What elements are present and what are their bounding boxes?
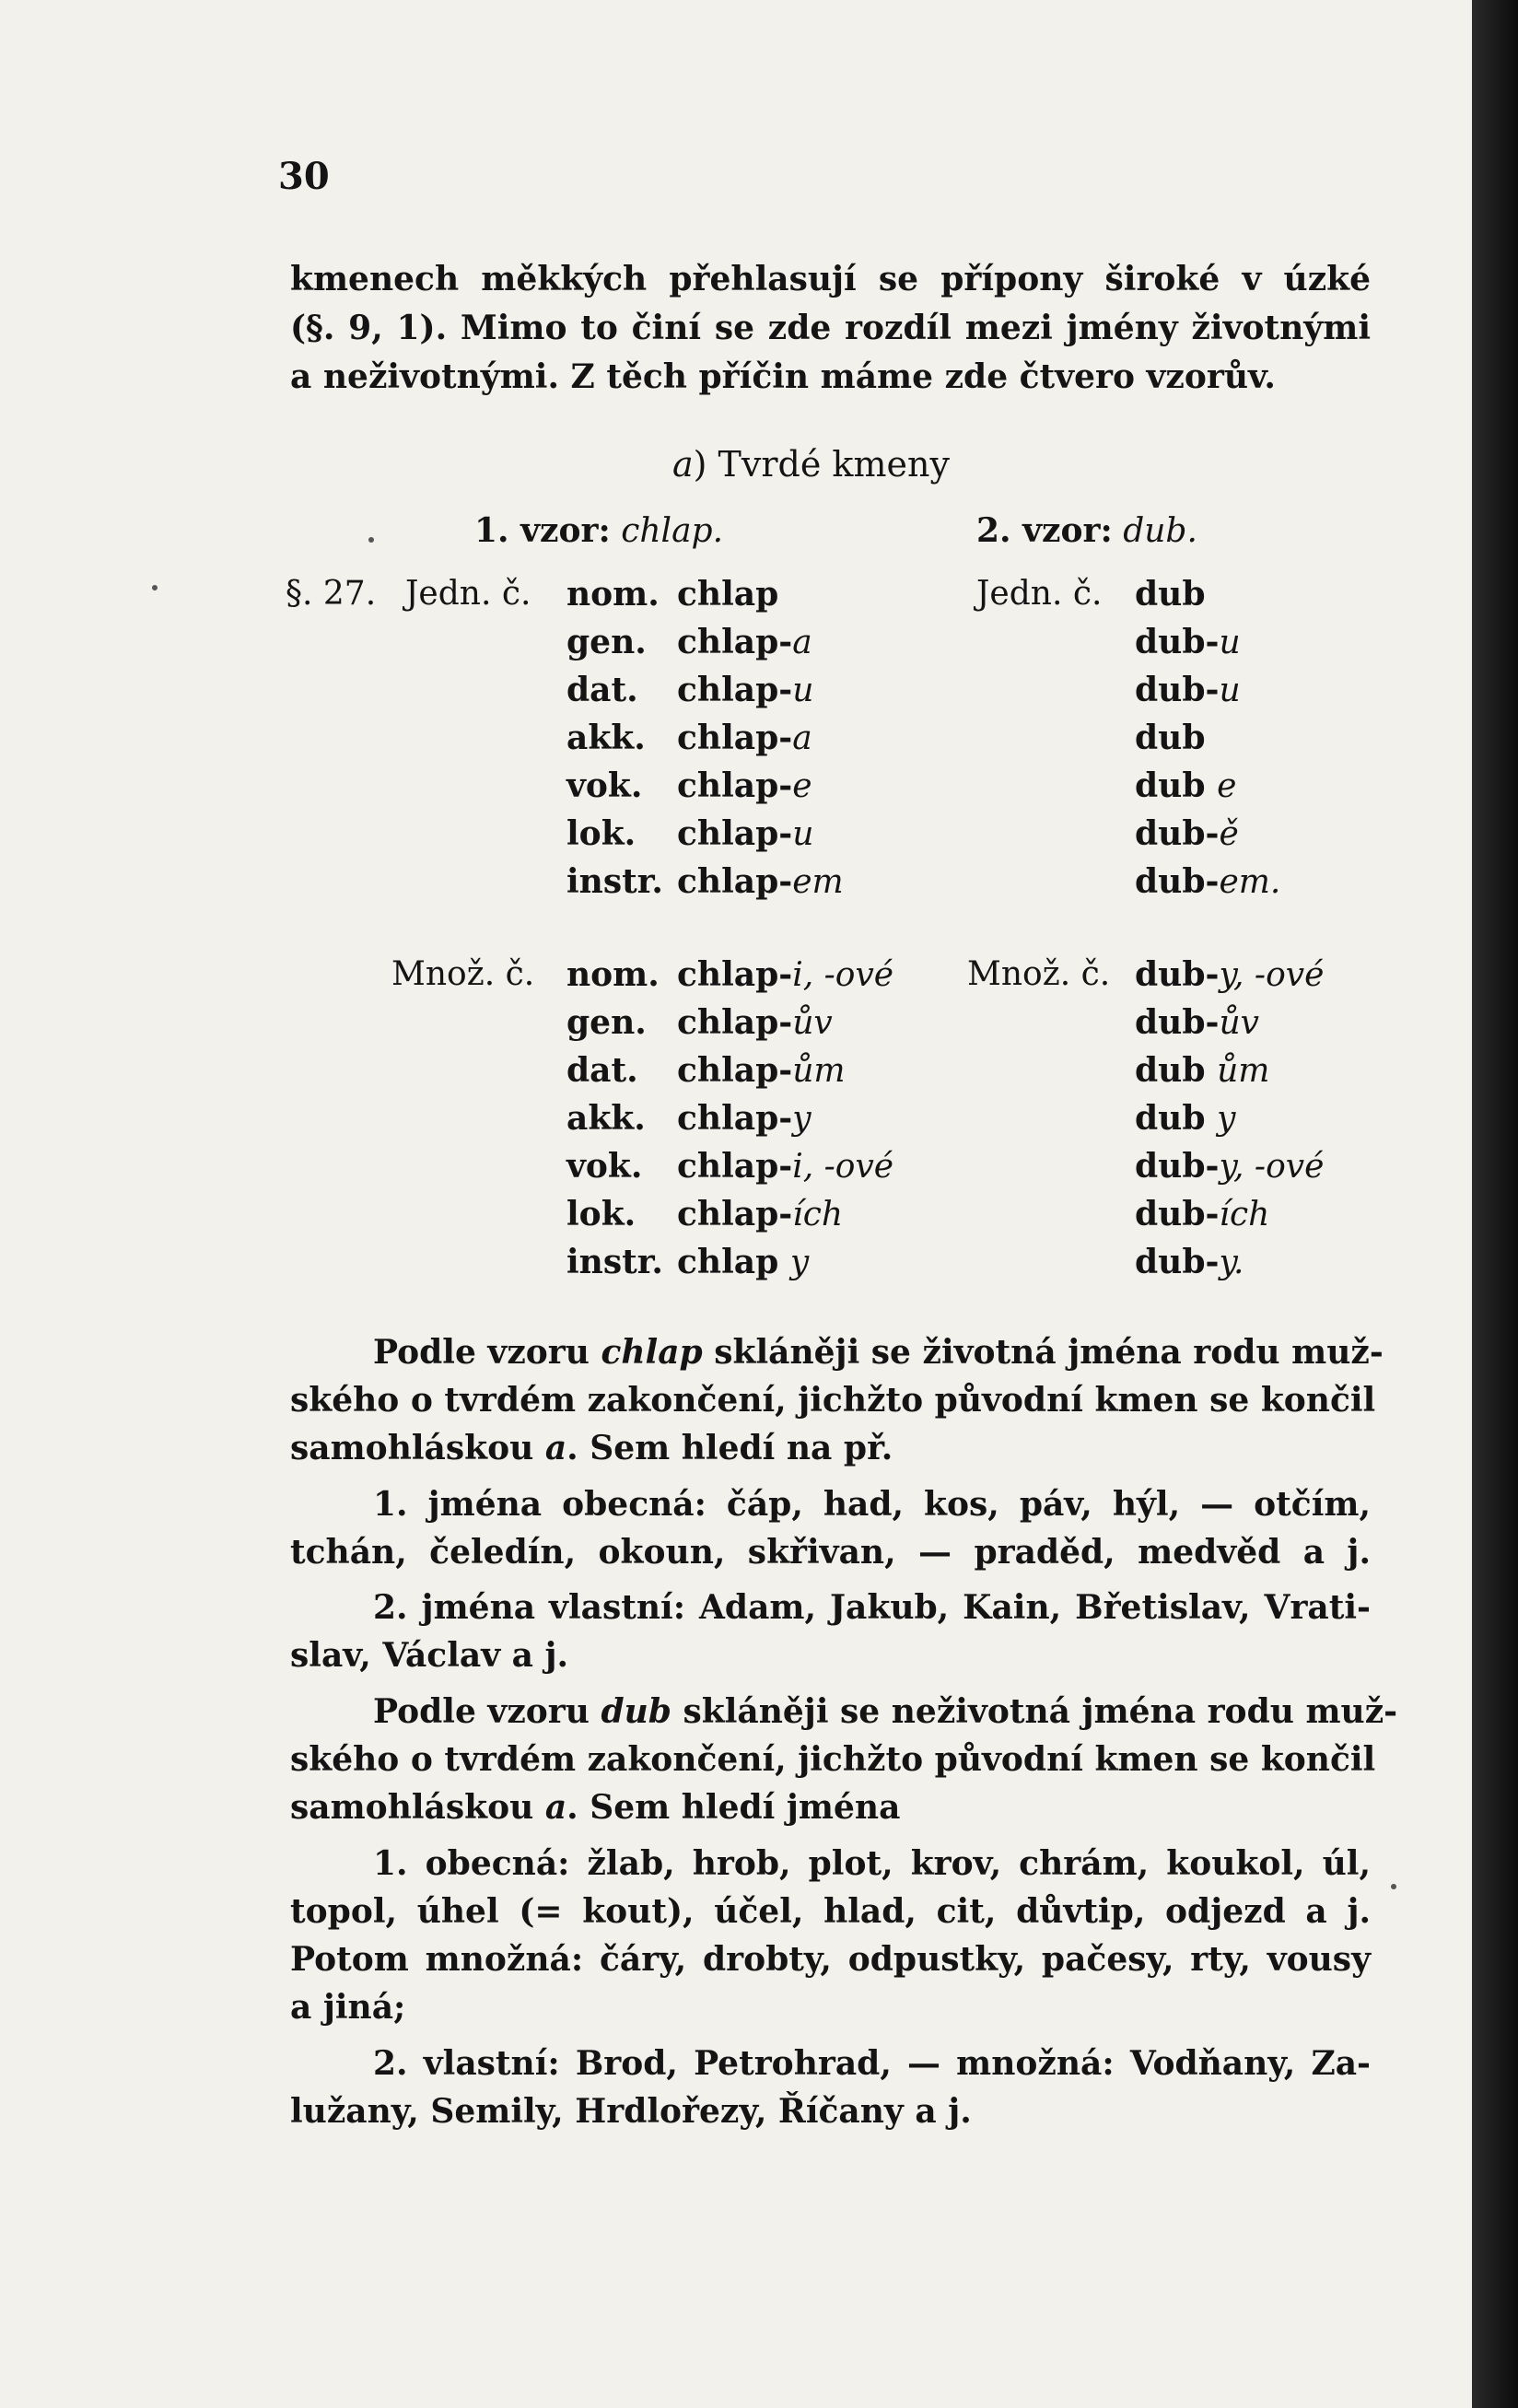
section-mark: §. 27. — [286, 575, 377, 613]
plural-dub-form: dub y — [1135, 1099, 1236, 1138]
singular-case-akk: akk. — [566, 719, 646, 757]
para1-line-2: ského o tvrdém zakončení, jichžto původní kmen se končil — [290, 1381, 1376, 1420]
list1-line-3: 2. jména vlastní: Adam, Jakub, Kain, Břetislav, Vrati- — [373, 1588, 1371, 1627]
plural-label-dub: Množ. č. — [967, 955, 1111, 993]
intro-line-2: (§. 9, 1). Mimo to činí se zde rozdíl mezi jmény životnými — [290, 309, 1371, 347]
singular-case-lok: lok. — [566, 814, 636, 853]
singular-label-dub: Jedn. č. — [976, 575, 1103, 613]
intro-line-1: kmenech měkkých přehlasují se přípony široké v úzké — [290, 260, 1371, 298]
singular-dub-form: dub — [1135, 719, 1206, 757]
print-speck — [1391, 1884, 1396, 1889]
para2-line-2: ského o tvrdém zakončení, jichžto původní kmen se končil — [290, 1740, 1376, 1779]
singular-chlap-form: chlap-u — [677, 814, 814, 853]
list2-line-6: lužany, Semily, Hrdlořezy, Říčany a j. — [290, 2092, 972, 2131]
print-speck — [368, 537, 374, 543]
singular-chlap-form: chlap-em — [677, 862, 844, 901]
plural-chlap-form: chlap-ům — [677, 1051, 846, 1090]
singular-chlap-form: chlap-a — [677, 719, 812, 757]
para2-line-3: samohláskou a. Sem hledí jména — [290, 1788, 901, 1827]
plural-label-chlap: Množ. č. — [391, 955, 535, 993]
plural-case-akk: akk. — [566, 1099, 646, 1138]
list1-line-1: 1. jména obecná: čáp, had, kos, páv, hýl, — otčím, — [373, 1485, 1371, 1524]
singular-dub-form: dub e — [1135, 766, 1237, 805]
list2-line-1: 1. obecná: žlab, hrob, plot, krov, chrám, koukol, úl, — [373, 1844, 1371, 1883]
model-2-label: 2. vzor: dub. — [976, 511, 1197, 550]
plural-dub-form: dub-ův — [1135, 1003, 1259, 1042]
list2-line-4: a jiná; — [290, 1988, 406, 2027]
plural-dub-form: dub ům — [1135, 1051, 1270, 1090]
intro-line-3: a neživotnými. Z těch příčin máme zde čtvero vzorův. — [290, 357, 1276, 396]
model-1-label: 1. vzor: chlap. — [474, 511, 724, 550]
singular-chlap-form: chlap-e — [677, 766, 812, 805]
plural-dub-form: dub-y, -ové — [1135, 1147, 1325, 1186]
plural-case-instr: instr. — [566, 1243, 663, 1281]
section-heading: a) Tvrdé kmeny — [672, 444, 950, 485]
plural-chlap-form: chlap-i, -ové — [677, 1147, 894, 1186]
singular-dub-form: dub-u — [1135, 623, 1241, 661]
page-edge — [1472, 0, 1518, 2408]
singular-dub-form: dub-u — [1135, 671, 1241, 709]
singular-case-instr: instr. — [566, 862, 663, 901]
para2-line-1: Podle vzoru dub skláněji se neživotná jména rodu muž- — [373, 1692, 1398, 1731]
plural-case-nom: nom. — [566, 955, 660, 994]
singular-case-gen: gen. — [566, 623, 647, 661]
singular-dub-form: dub-em. — [1135, 862, 1281, 901]
para1-line-1: Podle vzoru chlap skláněji se životná jména rodu muž- — [373, 1333, 1384, 1372]
singular-case-dat: dat. — [566, 671, 638, 709]
plural-chlap-form: chlap y — [677, 1243, 810, 1281]
list1-line-4: slav, Václav a j. — [290, 1636, 569, 1675]
singular-chlap-form: chlap-u — [677, 671, 814, 709]
plural-dub-form: dub-y, -ové — [1135, 955, 1325, 994]
list2-line-5: 2. vlastní: Brod, Petrohrad, — množná: Vodňany, Za- — [373, 2044, 1371, 2083]
plural-dub-form: dub-ích — [1135, 1195, 1270, 1233]
plural-chlap-form: chlap-y — [677, 1099, 812, 1138]
page-number: 30 — [278, 155, 330, 198]
para1-line-3: samohláskou a. Sem hledí na př. — [290, 1429, 893, 1467]
list2-line-2: topol, úhel (= kout), účel, hlad, cit, důvtip, odjezd a j. — [290, 1892, 1371, 1931]
plural-chlap-form: chlap-i, -ové — [677, 955, 894, 994]
plural-case-vok: vok. — [566, 1147, 643, 1186]
singular-chlap-form: chlap-a — [677, 623, 812, 661]
singular-dub-form: dub — [1135, 575, 1206, 614]
singular-dub-form: dub-ě — [1135, 814, 1239, 853]
plural-case-gen: gen. — [566, 1003, 647, 1042]
list2-line-3: Potom množná: čáry, drobty, odpustky, pačesy, rty, vousy — [290, 1940, 1371, 1979]
list1-line-2: tchán, čeledín, okoun, skřivan, — praděd, medvěd a j. — [290, 1533, 1371, 1572]
plural-case-lok: lok. — [566, 1195, 636, 1233]
singular-chlap-form: chlap — [677, 575, 779, 614]
singular-case-nom: nom. — [566, 575, 660, 614]
singular-label-chlap: Jedn. č. — [405, 575, 531, 613]
plural-chlap-form: chlap-ích — [677, 1195, 844, 1233]
plural-chlap-form: chlap-ův — [677, 1003, 833, 1042]
singular-case-vok: vok. — [566, 766, 643, 805]
plural-case-dat: dat. — [566, 1051, 638, 1090]
print-speck — [152, 585, 158, 590]
plural-dub-form: dub-y. — [1135, 1243, 1244, 1281]
